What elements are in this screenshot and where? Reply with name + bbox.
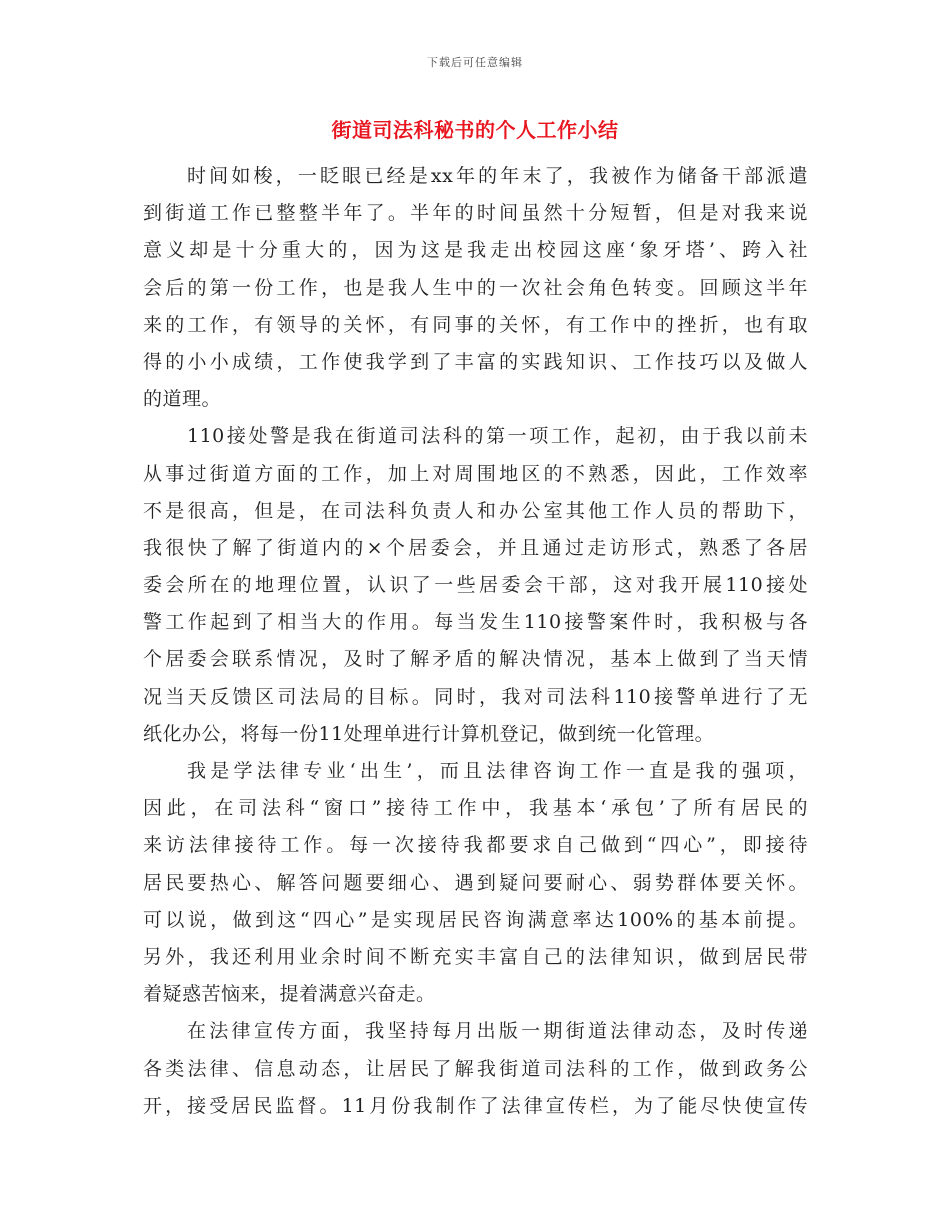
paragraph-line: 因此，在司法科“窗口”接待工作中，我基本‘承包’了所有居民的	[143, 797, 808, 820]
paragraph	[143, 753, 808, 1013]
paragraph-line: 得的小小成绩，工作使我学到了丰富的实践知识、工作技巧以及做人	[143, 350, 808, 373]
paragraph	[143, 418, 808, 753]
paragraph-line: 各类法律、信息动态，让居民了解我街道司法科的工作，做到政务公	[143, 1057, 808, 1080]
paragraph-line: 可以说，做到这“四心”是实现居民咨询满意率达100%的基本前提。	[143, 908, 808, 931]
paragraph-line: 来访法律接待工作。每一次接待我都要求自己做到“四心”，即接待	[143, 834, 808, 857]
document-body	[143, 158, 808, 1125]
paragraph-line: 况当天反馈区司法局的目标。同时，我对司法科110接警单进行了无	[143, 685, 808, 708]
paragraph-line: 时间如梭，一眨眼已经是xx年的年末了，我被作为储备干部派遣	[187, 165, 808, 187]
paragraph-line: 会后的第一份工作，也是我人生中的一次社会角色转变。回顾这半年	[143, 276, 808, 299]
paragraph-line: 110接处警是我在街道司法科的第一项工作，起初，由于我以前未	[187, 425, 808, 448]
paragraph	[143, 158, 808, 418]
paragraph-line: 着疑惑苦恼来，提着满意兴奋走。	[143, 983, 436, 1006]
paragraph-line: 意义却是十分重大的，因为这是我走出校园这座‘象牙塔’、跨入社	[143, 239, 808, 262]
paragraph-line: 纸化办公，将每一份11处理单进行计算机登记，做到统一化管理。	[143, 722, 715, 745]
paragraph-line: 来的工作，有领导的关怀，有同事的关怀，有工作中的挫折，也有取	[143, 313, 808, 336]
paragraph-line: 从事过街道方面的工作，加上对周围地区的不熟悉，因此，工作效率	[143, 462, 808, 485]
paragraph-line: 到街道工作已整整半年了。半年的时间虽然十分短暂，但是对我来说	[143, 202, 808, 225]
paragraph	[143, 1013, 808, 1125]
paragraph-line: 不是很高，但是，在司法科负责人和办公室其他工作人员的帮助下，	[143, 499, 808, 522]
paragraph-line: 警工作起到了相当大的作用。每当发生110接警案件时，我积极与各	[143, 611, 808, 634]
document-title: 街道司法科秘书的个人工作小结	[331, 118, 619, 142]
paragraph-line: 我很快了解了街道内的×个居委会，并且通过走访形式，熟悉了各居	[143, 536, 808, 559]
paragraph-line: 居民要热心、解答问题要细心、遇到疑问要耐心、弱势群体要关怀。	[143, 871, 808, 894]
paragraph-line: 的道理。	[143, 388, 222, 411]
paragraph-line: 我是学法律专业‘出生’，而且法律咨询工作一直是我的强项，	[187, 760, 808, 782]
paragraph-line: 个居委会联系情况，及时了解矛盾的解决情况，基本上做到了当天情	[143, 648, 808, 671]
paragraph-line: 委会所在的地理位置，认识了一些居委会干部，这对我开展110接处	[143, 574, 808, 597]
paragraph-line: 在法律宣传方面，我坚持每月出版一期街道法律动态，及时传递	[187, 1020, 808, 1043]
paragraph-line: 开，接受居民监督。11月份我制作了法律宣传栏，为了能尽快使宣传	[143, 1094, 808, 1117]
header-note: 下载后可任意编辑	[427, 56, 523, 69]
paragraph-line: 另外，我还利用业余时间不断充实丰富自己的法律知识，做到居民带	[143, 945, 808, 968]
